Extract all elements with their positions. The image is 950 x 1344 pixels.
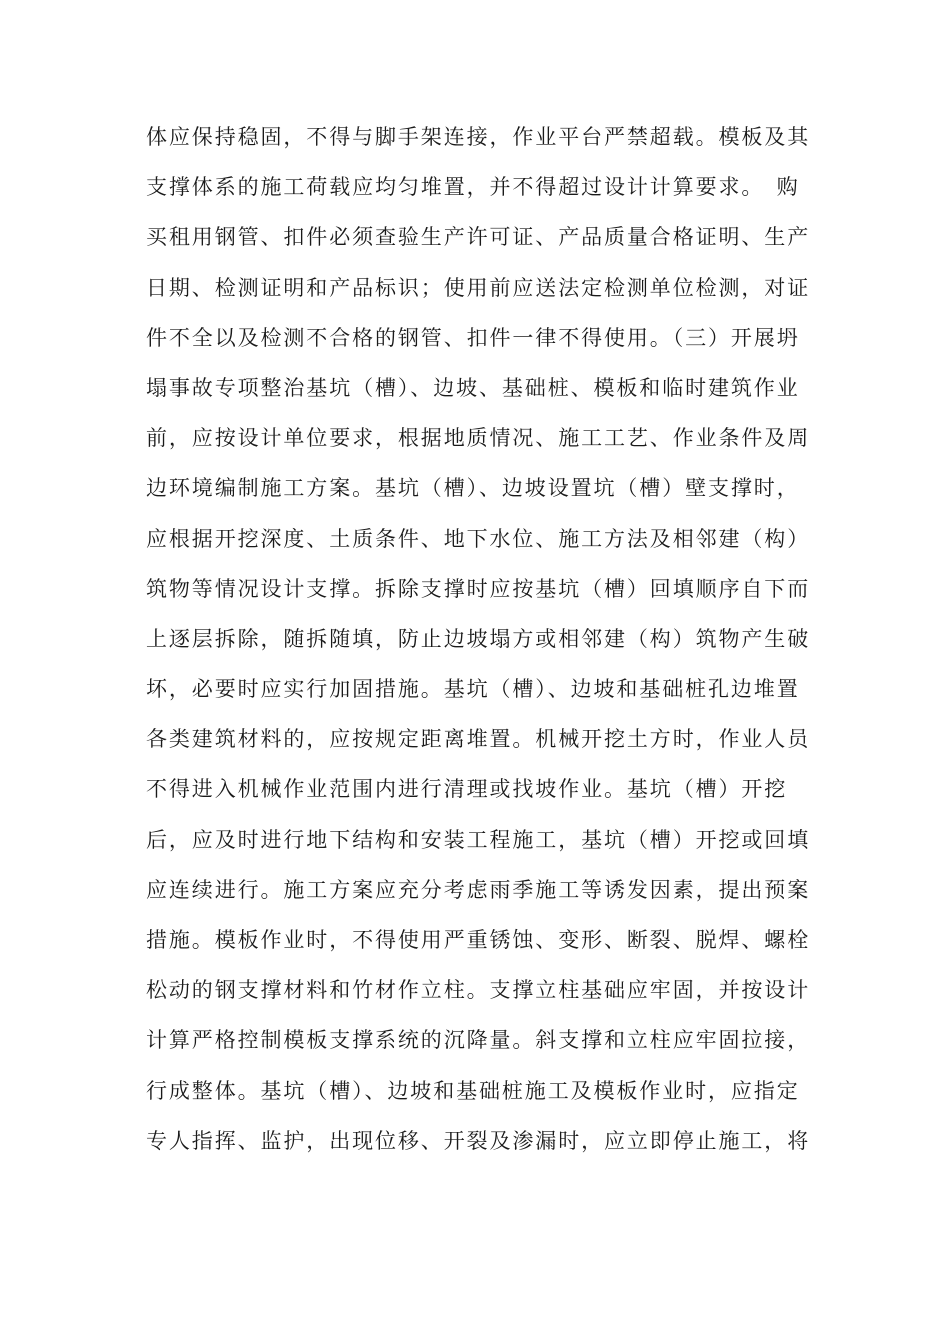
text-line: 行成整体。基坑（槽）、边坡和基础桩施工及模板作业时，应指定 [146, 1078, 800, 1103]
text-line: 买租用钢管、扣件必须查验生产许可证、产品质量合格证明、生产 [146, 225, 811, 250]
text-line: 日期、检测证明和产品标识；使用前应送法定检测单位检测，对证 [146, 275, 811, 300]
text-line: 松动的钢支撑材料和竹材作立柱。支撑立柱基础应牢固，并按设计 [146, 978, 811, 1003]
text-line: 专人指挥、监护，出现位移、开裂及渗漏时，应立即停止施工，将 [146, 1128, 811, 1153]
text-line: 坏，必要时应实行加固措施。基坑（槽）、边坡和基础桩孔边堆置 [146, 677, 800, 702]
text-line: 件不全以及检测不合格的钢管、扣件一律不得使用。（三）开展坍 [146, 325, 800, 350]
text-line: 计算严格控制模板支撑系统的沉降量。斜支撑和立柱应牢固拉接， [146, 1028, 811, 1053]
text-line: 边环境编制施工方案。基坑（槽）、边坡设置坑（槽）壁支撑时， [146, 476, 800, 501]
text-line: 前，应按设计单位要求，根据地质情况、施工工艺、作业条件及周 [146, 426, 811, 451]
text-line: 应连续进行。施工方案应充分考虑雨季施工等诱发因素，提出预案 [146, 877, 811, 902]
text-line: 各类建筑材料的，应按规定距离堆置。机械开挖土方时，作业人员 [146, 727, 811, 752]
text-line: 塌事故专项整治基坑（槽）、边坡、基础桩、模板和临时建筑作业 [146, 375, 800, 400]
text-line: 后，应及时进行地下结构和安装工程施工，基坑（槽）开挖或回填 [146, 827, 811, 852]
text-line: 不得进入机械作业范围内进行清理或找坡作业。基坑（槽）开挖 [146, 777, 788, 802]
text-line: 筑物等情况设计支撑。拆除支撑时应按基坑（槽）回填顺序自下而 [146, 576, 811, 601]
text-line: 应根据开挖深度、土质条件、地下水位、施工方法及相邻建（构） [146, 526, 811, 551]
text-line: 上逐层拆除，随拆随填，防止边坡塌方或相邻建（构）筑物产生破 [146, 626, 811, 651]
text-line: 支撑体系的施工荷载应均匀堆置，并不得超过设计计算要求。 购 [146, 175, 800, 200]
text-line: 体应保持稳固，不得与脚手架连接，作业平台严禁超载。模板及其 [146, 125, 811, 149]
body-text [146, 121, 811, 1175]
text-line: 措施。模板作业时，不得使用严重锈蚀、变形、断裂、脱焊、螺栓 [146, 928, 811, 952]
